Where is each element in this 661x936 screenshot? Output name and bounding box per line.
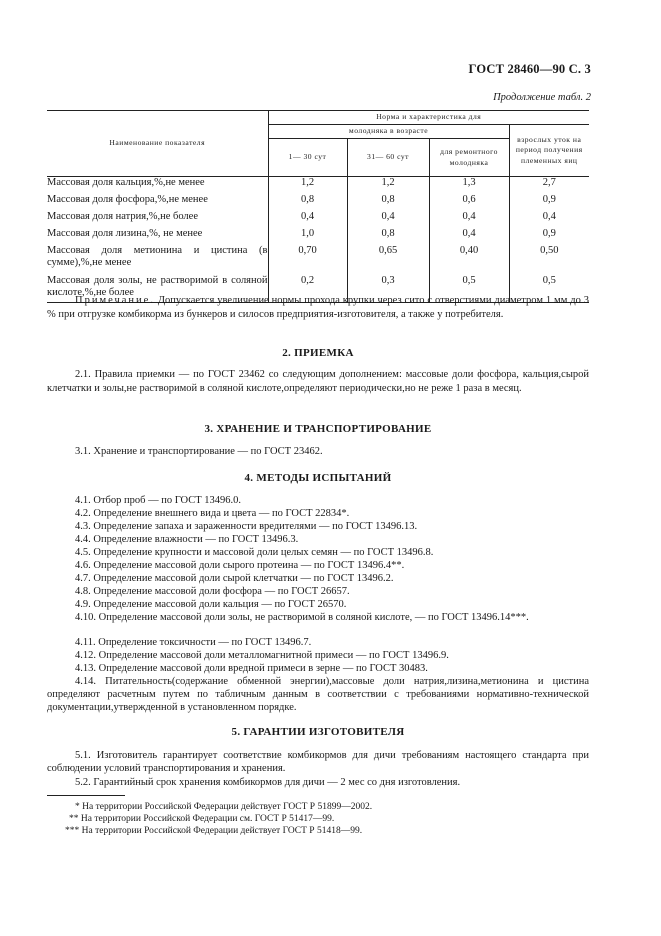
row-name: Массовая доля натрия,%,не более — [47, 211, 268, 228]
cell: 0,8 — [347, 194, 429, 211]
col-header-adult: взрослых уток на период получения племенных яиц — [509, 125, 589, 177]
cell: 1,3 — [429, 177, 509, 194]
cell: 0,3 — [347, 275, 429, 303]
footnote: ** На территории Российской Федерации см. ГОСТ Р 51417—99. — [69, 814, 335, 824]
list-item: 4.11. Определение токсичности — по ГОСТ 13496.7. — [75, 637, 312, 648]
cell: 0,5 — [429, 275, 509, 303]
footnote: *** На территории Российской Федерации действует ГОСТ Р 51418—99. — [65, 826, 363, 836]
row-name: Массовая доля метионина и цистина (в сумме),%,не менее — [47, 245, 268, 275]
cell: 0,40 — [429, 245, 509, 275]
norms-table — [47, 110, 589, 303]
list-item: 4.14. Питательность(содержание обменной энергии),массовые доли натрия,лизина,метионина и цистина определяют расчетным путем по табличным данным в соответствии с требованиями нормативно-технической документации,утвержденной в установленном порядке. — [47, 676, 589, 713]
cell: 0,70 — [268, 245, 347, 275]
row-name: Массовая доля фосфора,%,не менее — [47, 194, 268, 211]
col-header-name: Наименование показателя — [47, 111, 268, 177]
cell: 1,2 — [268, 177, 347, 194]
section-4-title: 4. МЕТОДЫ ИСПЫТАНИЙ — [244, 472, 392, 484]
list-item: 4.10. Определение массовой доли золы, не растворимой в соляной кислоте, — по ГОСТ 13496.14***. — [75, 612, 529, 623]
section-3-paragraph: 3.1. Хранение и транспортирование — по ГОСТ 23462. — [75, 446, 323, 457]
list-item: 4.5. Определение крупности и массовой доли целых семян — по ГОСТ 13496.8. — [75, 547, 434, 558]
cell: 0,8 — [347, 228, 429, 245]
table-note — [47, 294, 589, 322]
col-header-young: молодняка в возрасте — [268, 125, 509, 139]
col-header-1-30: 1— 30 сут — [268, 139, 347, 177]
cell: 0,65 — [347, 245, 429, 275]
section-2-paragraph: 2.1. Правила приемки — по ГОСТ 23462 со следующим дополнением: массовые доли фосфора, кальция,сырой клетчатки и золы,не растворимой в соляной кислоте,определяют периодически,но не реже 1 раза в месяц. — [47, 369, 589, 394]
col-header-norm: Норма и характеристика для — [268, 111, 589, 125]
table-continuation-label: Продолжение табл. 2 — [493, 92, 591, 103]
section-5-title: 5. ГАРАНТИИ ИЗГОТОВИТЕЛЯ — [231, 726, 405, 738]
cell: 0,4 — [429, 228, 509, 245]
note-label: Примечание. — [75, 295, 155, 306]
list-item: 4.8. Определение массовой доли фосфора — по ГОСТ 26657. — [75, 586, 350, 597]
footnote: * На территории Российской Федерации действует ГОСТ Р 51899—2002. — [75, 802, 373, 812]
cell: 0,4 — [268, 211, 347, 228]
list-item: 4.1. Отбор проб — по ГОСТ 13496.0. — [75, 495, 242, 506]
cell: 0,50 — [540, 244, 559, 256]
row-name: Массовая доля лизина,%, не менее — [47, 228, 268, 245]
section-3-title: 3. ХРАНЕНИЕ И ТРАНСПОРТИРОВАНИЕ — [204, 423, 432, 435]
list-item: 4.4. Определение влажности — по ГОСТ 13496.3. — [75, 534, 299, 545]
cell: 1,2 — [347, 177, 429, 194]
cell: 1,0 — [268, 228, 347, 245]
table-row — [47, 245, 589, 275]
section-5-paragraph-1: 5.1. Изготовитель гарантирует соответствие комбикормов для дичи требованиям настоящего стандарта при соблюдении условий транспортирования и хранения. — [47, 750, 589, 774]
cell: 2,7 — [542, 177, 556, 188]
cell: 0,9 — [542, 227, 556, 239]
list-item: 4.6. Определение массовой доли сырого протеина — по ГОСТ 13496.4**. — [75, 560, 405, 571]
table-row — [47, 228, 589, 245]
cell: 0,4 — [347, 211, 429, 228]
row-name: Массовая доля кальция,%,не менее — [47, 177, 268, 194]
cell: 0,9 — [542, 193, 556, 205]
section-5-paragraph-2: 5.2. Гарантийный срок хранения комбикормов для дичи — 2 мес со дня изготовления. — [75, 777, 461, 788]
table-row — [47, 211, 589, 228]
table-row — [47, 177, 589, 194]
list-item: 4.7. Определение массовой доли сырой клетчатки — по ГОСТ 13496.2. — [75, 573, 394, 584]
col-header-repair: для ремонтного молодняка — [429, 139, 509, 177]
cell: 0,2 — [268, 275, 347, 303]
list-item: 4.13. Определение массовой доли вредной примеси в зерне — по ГОСТ 30483. — [75, 663, 428, 674]
page-header: ГОСТ 28460—90 С. 3 — [468, 62, 591, 76]
row-name: Массовая доля золы, не растворимой в соляной кислоте,%,не более — [47, 275, 268, 303]
cell: 0,5 — [509, 275, 589, 303]
list-item: 4.12. Определение массовой доли металломагнитной примеси — по ГОСТ 13496.9. — [75, 650, 449, 661]
cell: 0,4 — [542, 210, 556, 222]
cell: 0,8 — [268, 194, 347, 211]
list-item: 4.2. Определение внешнего вида и цвета — по ГОСТ 22834*. — [75, 508, 350, 519]
note-text: Допускается увеличение нормы прохода крупки через сито с отверстиями диаметром 1 мм до 3 % при отгрузке комбикорма из бункеров и силосов предприятия-изготовителя, а также у потребителя. — [47, 295, 590, 320]
section-2-title: 2. ПРИЕМКА — [282, 347, 354, 359]
cell: 0,6 — [429, 194, 509, 211]
cell: 0,4 — [429, 211, 509, 228]
table-row — [47, 194, 589, 211]
list-item: 4.3. Определение запаха и зараженности вредителями — по ГОСТ 13496.13. — [75, 521, 418, 532]
footnote-divider — [47, 795, 125, 796]
col-header-31-60: 31— 60 сут — [347, 139, 429, 177]
list-item: 4.9. Определение массовой доли кальция — по ГОСТ 26570. — [75, 599, 347, 610]
